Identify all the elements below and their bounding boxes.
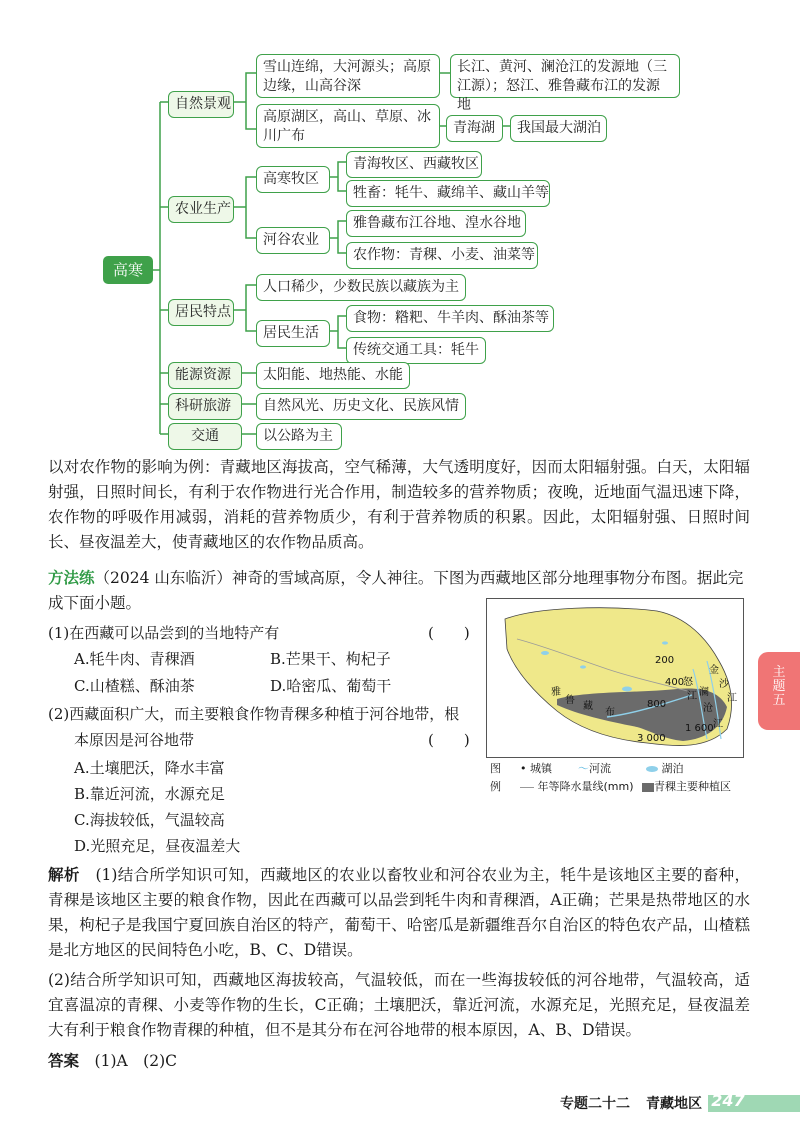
label-lu: 鲁 [565, 695, 575, 706]
people-food: 食物：糌粑、牛羊肉、酥油茶等 [346, 305, 554, 332]
category-nature: 自然景观 [168, 91, 234, 118]
legend-qingke [642, 780, 731, 794]
q1-option-c: C.山楂糕、酥油茶 [74, 677, 195, 695]
people-population: 人口稀少，少数民族以藏族为主 [256, 274, 466, 301]
river-icon: 〜 [578, 762, 589, 775]
legend-town-label: 城镇 [530, 762, 552, 775]
legend-lake [646, 762, 684, 776]
isoline-icon [520, 787, 534, 788]
analysis-p1 [48, 862, 750, 963]
tibet-map-drawing [487, 599, 743, 757]
footer-title: 青藏地区 [646, 1096, 702, 1112]
legend-river [578, 762, 611, 776]
people-life: 居民生活 [256, 320, 330, 347]
side-tab-1: 主 [772, 665, 786, 680]
side-tab [758, 652, 800, 730]
category-traffic: 交通 [168, 423, 242, 450]
energy-detail: 太阳能、地热能、水能 [256, 362, 410, 389]
lake-1 [541, 651, 549, 655]
lake-3 [622, 687, 632, 692]
intro-paragraph: 以对农作物的影响为例：青藏地区海拔高，空气稀薄，大气透明度好，因而太阳辐射强。白天，太阳辐射强，日照时间长，有利于农作物进行光合作用，制造较多的营养物质；夜晚，近地面气温迅速下降，农作物的呼吸作用减弱，消耗的营养物质少，有利于营养物质的积累。因此，太阳辐射强、日照时间长、昼夜温差大，使青藏地区的农作物品质高。 [48, 458, 750, 551]
question-2-line1: (2)西藏面积广大，而主要粮食作物青稞多种植于河谷地带，根 [48, 705, 460, 723]
lake-2 [580, 665, 586, 668]
nature-item-1: 雪山连绵，大河源头；高原边缘，山高谷深 [256, 54, 440, 98]
answer-label: 答案 [48, 1051, 80, 1070]
exercise-stem-line2: 成下面小题。 [48, 594, 142, 612]
answer-text: (1)A (2)C [94, 1052, 177, 1070]
question-2-paren: ( ) [428, 731, 470, 749]
label-lan: 澜 [699, 687, 709, 698]
q1-option-a: A.牦牛肉、青稞酒 [74, 650, 195, 668]
exercise-stem-line1: 神奇的雪域高原，令人神往。下图为西藏地区部分地理事物分布图。据此完 [231, 569, 744, 587]
analysis-p1-text: (1)结合所学知识可知，西藏地区的农业以畜牧业和河谷农业为主，牦牛是该地区主要的畜种，青稞是该地区主要的粮食作物，因此在西藏可以品尝到牦牛肉和青稞酒，A正确；芒果是热带地区的水果，枸杞子是我国宁夏回族自治区的特产，葡萄干、哈密瓜是新疆维吾尔自治区的特色农产品，山楂糕是北方地区的民间特色小吃，B、C、D错误。 [48, 866, 750, 959]
legend-river-label: 河流 [589, 762, 611, 775]
legend-title-tu: 图 [490, 762, 501, 775]
side-tab-2: 题 [772, 679, 786, 694]
label-sha: 沙 [719, 679, 729, 690]
category-energy: 能源资源 [168, 362, 242, 389]
contour-400: 400 [665, 677, 685, 688]
q1-option-d: D.哈密瓜、葡萄干 [270, 677, 392, 695]
tibet-map [486, 598, 744, 758]
exercise-source: （2024 山东临沂） [94, 569, 232, 587]
q2-option-a: A.土壤肥沃，降水丰富 [74, 759, 225, 777]
label-nu-jiang: 江 [687, 691, 697, 702]
category-agriculture: 农业生产 [168, 196, 234, 223]
q1-option-b: B.芒果干、枸杞子 [270, 650, 391, 668]
label-lancang-jiang: 江 [713, 719, 723, 730]
legend-title-li: 例 [490, 780, 501, 793]
nature-lake-detail: 我国最大湖泊 [510, 115, 607, 142]
label-bu: 布 [605, 707, 615, 718]
page-number: 247 [711, 1091, 745, 1110]
research-detail: 自然风光、历史文化、民族风情 [256, 393, 466, 420]
legend-isoline [520, 780, 634, 794]
q2-option-b: B.靠近河流，水源充足 [74, 785, 225, 803]
lake-icon [646, 766, 658, 772]
exercise-label: 方法练 [48, 568, 95, 587]
question-1-paren: ( ) [428, 624, 470, 642]
traffic-detail: 以公路为主 [256, 423, 342, 450]
label-jiang: 江 [727, 693, 737, 704]
agri-crops: 农作物：青稞、小麦、油菜等 [346, 242, 538, 269]
contour-3000: 3 000 [637, 733, 666, 744]
agri-pasture-areas: 青海牧区、西藏牧区 [346, 151, 482, 178]
qingke-swatch-icon [642, 783, 654, 792]
side-tab-3: 五 [772, 693, 786, 708]
analysis-label: 解析 [48, 865, 80, 884]
category-research: 科研旅游 [168, 393, 242, 420]
mindmap-root: 高寒 [103, 256, 153, 284]
town-dot-icon: • [520, 762, 527, 775]
q2-option-d: D.光照充足，昼夜温差大 [74, 837, 241, 855]
people-transport: 传统交通工具：牦牛 [346, 337, 486, 364]
label-nu: 怒 [683, 677, 693, 688]
question-2-line2: 本原因是河谷地带 [74, 731, 195, 749]
agri-livestock: 牲畜：牦牛、藏绵羊、藏山羊等 [346, 180, 550, 207]
legend-qingke-label: 青稞主要种植区 [654, 780, 731, 793]
label-cang: 沧 [703, 703, 713, 714]
agri-valley-areas: 雅鲁藏布江谷地、湟水谷地 [346, 210, 526, 237]
agri-valley: 河谷农业 [256, 227, 330, 254]
contour-1600: 1 600 [685, 723, 714, 734]
q2-option-c: C.海拔较低，气温较高 [74, 811, 225, 829]
question-1: (1)在西藏可以品尝到的当地特产有 [48, 624, 280, 642]
nature-lake: 青海湖 [446, 115, 503, 142]
analysis-p2: (2)结合所学知识可知，西藏地区海拔较高，气温较低，而在一些海拔较低的河谷地带，气温较高，适宜喜温凉的青稞、小麦等作物的生长，C正确；土壤肥沃，靠近河流，水源充足，光照充足，昼夜温差大有利于粮食作物青稞的种植，但不是其分布在河谷地带的根本原因，A、B、D错误。 [48, 971, 750, 1039]
legend-town [520, 762, 552, 776]
footer-section: 专题二十二 [560, 1096, 630, 1112]
lake-4 [662, 641, 668, 644]
contour-800: 800 [647, 699, 667, 710]
label-ya: 雅 [551, 687, 561, 698]
category-people: 居民特点 [168, 299, 234, 326]
legend-lake-label: 湖泊 [661, 762, 684, 775]
label-zang: 藏 [583, 701, 593, 712]
agri-pasture: 高寒牧区 [256, 166, 330, 193]
answer [48, 1048, 750, 1074]
nature-item-1-detail: 长江、黄河、澜沧江的发源地（三江源）；怒江、雅鲁藏布江的发源地 [450, 54, 680, 98]
label-jin: 金 [709, 665, 719, 676]
contour-200: 200 [655, 655, 675, 666]
nature-item-2: 高原湖区，高山、草原、冰川广布 [256, 104, 440, 148]
legend-isoline-label: 年等降水量线(mm) [537, 780, 634, 793]
